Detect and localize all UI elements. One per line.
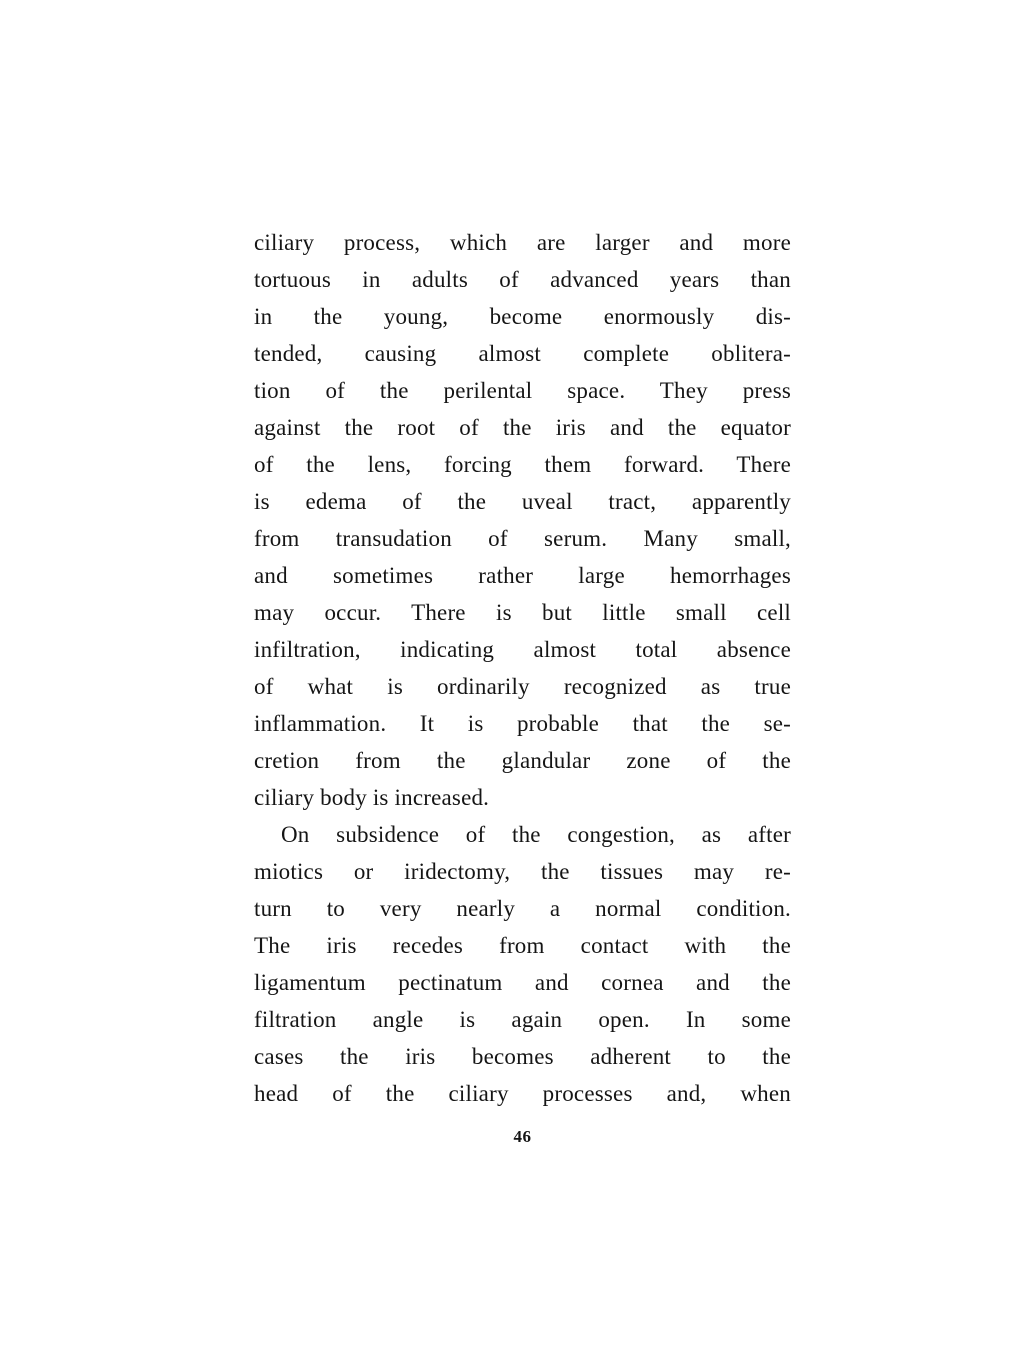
page-number: 46 xyxy=(513,1127,532,1146)
text-line: infiltration, indicating almost total absence xyxy=(254,637,791,662)
text-line: head of the ciliary processes and, when xyxy=(254,1081,791,1106)
text-line: The iris recedes from contact with the xyxy=(254,933,791,958)
text-line: of the lens, forcing them forward. There xyxy=(254,452,791,477)
text-line: is edema of the uveal tract, apparently xyxy=(254,489,791,514)
text-line: tortuous in adults of advanced years than xyxy=(254,267,791,292)
text-line: turn to very nearly a normal condition. xyxy=(254,896,791,921)
text-line: and sometimes rather large hemorrhages xyxy=(254,563,791,588)
text-line: cretion from the glandular zone of the xyxy=(254,748,791,773)
text-line: On subsidence of the congestion, as after xyxy=(281,822,791,847)
text-line: ciliary process, which are larger and more xyxy=(254,230,791,255)
text-line: tion of the perilental space. They press xyxy=(254,378,791,403)
text-line: in the young, become enormously dis- xyxy=(254,304,791,329)
page-text-block xyxy=(254,224,791,1112)
text-line: ligamentum pectinatum and cornea and the xyxy=(254,970,791,995)
text-line: of what is ordinarily recognized as true xyxy=(254,674,791,699)
text-line: filtration angle is again open. In some xyxy=(254,1007,791,1032)
text-line: against the root of the iris and the equator xyxy=(254,415,791,440)
text-line: ciliary body is increased. xyxy=(254,785,490,810)
paragraph-1 xyxy=(254,224,791,816)
text-line: may occur. There is but little small cell xyxy=(254,600,791,625)
text-line: miotics or iridectomy, the tissues may re- xyxy=(254,859,791,884)
text-line: inflammation. It is probable that the se- xyxy=(254,711,791,736)
text-line: tended, causing almost complete oblitera- xyxy=(254,341,791,366)
text-line: cases the iris becomes adherent to the xyxy=(254,1044,791,1069)
paragraph-2 xyxy=(254,816,791,1112)
text-line: from transudation of serum. Many small, xyxy=(254,526,791,551)
